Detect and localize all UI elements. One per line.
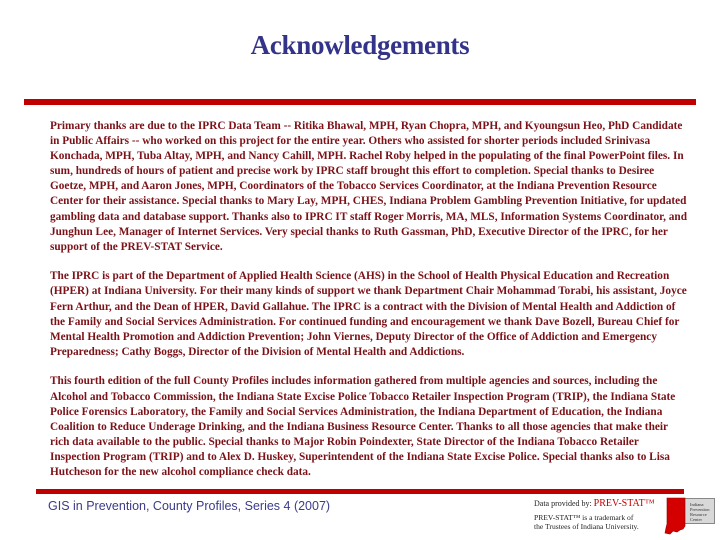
trademark-line-1: PREV-STAT™ is a trademark of [534, 513, 634, 522]
indiana-state-map-icon [663, 496, 693, 536]
title-divider [24, 99, 696, 105]
paragraph-data-sources: This fourth edition of the full County Profiles includes information gathered from multiple agencies and sources, including the Alcohol and Tobacco Commission, the Indiana State Excise Police Tobacco Retailer Inspection Program (TRIP), the Indiana State Police Forensics Laboratory, the Family and Social Services Administration, the Indiana Department of Education, the Indiana Coalition to Reduce Underage Drinking, and the Indiana Business Resource Center. Thanks to all those agencies that make their rich data available to the public. Special thanks to Major Robin Poindexter, State Director of the Indiana Tobacco Retailer Inspection Program (TRIP) and to Alex D. Huskey, Superintendent of the Indiana State Excise Police. Special thanks also to Lisa Hutcheson for the new alcohol compliance check data. [50, 375, 676, 478]
logo-line: Resource [690, 512, 707, 517]
data-provided-label: Data provided by: [534, 499, 592, 508]
logo-line: Prevention [690, 507, 710, 512]
logo-line: Center [690, 517, 702, 522]
acknowledgements-body [50, 119, 690, 495]
logo-line: Indiana [690, 502, 704, 507]
footer-divider [36, 489, 684, 494]
paragraph-iprc-affiliation: The IPRC is part of the Department of Applied Health Science (AHS) in the School of Health Physical Education and Recreation (HPER) at Indiana University. For their many kinds of support we thank Department Chair Mohammad Torabi, his assistant, Joyce Fern Arthur, and the Dean of HPER, David Gallahue. The IPRC is a contract with the Division of Mental Health and Addiction of the Family and Social Services Administration. For continued funding and encouragement we thank Dave Bozell, Bureau Chief for Mental Health Promotion and Addiction Prevention; John Viernes, Deputy Director of the Office of Addiction and Emergency Preparedness; Cathy Boggs, Director of the Division of Mental Health and Addictions. [50, 270, 687, 358]
data-credit [534, 499, 655, 531]
series-label: GIS in Prevention, County Profiles, Series 4 (2007) [48, 499, 331, 513]
page-title: Acknowledgements [250, 30, 470, 60]
prev-stat-brand: PREV-STAT™ [593, 498, 655, 509]
trademark-line-2: the Trustees of Indiana University. [534, 522, 639, 531]
paragraph-data-team: Primary thanks are due to the IPRC Data Team -- Ritika Bhawal, MPH, Ryan Chopra, MPH, and Kyoungsun Heo, PhD Candidate in Public Affairs -- who worked on this project for the entire year. Others who assisted for shorter periods included Srinivasa Konchada, MPH, Tuba Altay, MPH, and Nancy Cahill, MPH. Rachel Roby helped in the populating of the final PowerPoint files. In sum, hundreds of hours of patient and precise work by IPRC staff brought this effort to completion. Special thanks to Desiree Goetze, MPH, and Aaron Jones, MPH, Coordinators of the Tobacco Services Coordinator, at the Indiana Prevention Resource Center for their assistance. Special thanks to Mary Lay, MPH, CHES, Indiana Problem Gambling Prevention Initiative, for updated gambling data and database support. Thanks also to IPRC IT staff Roger Morris, MA, MLS, Information Systems Coordinator, and Junghun Lee, Manager of Internet Services. Very special thanks to Ruth Gassman, PhD, Executive Director of the IPRC, for her support of the PREV-STAT Service. [50, 120, 687, 253]
iprc-logo [663, 496, 715, 534]
